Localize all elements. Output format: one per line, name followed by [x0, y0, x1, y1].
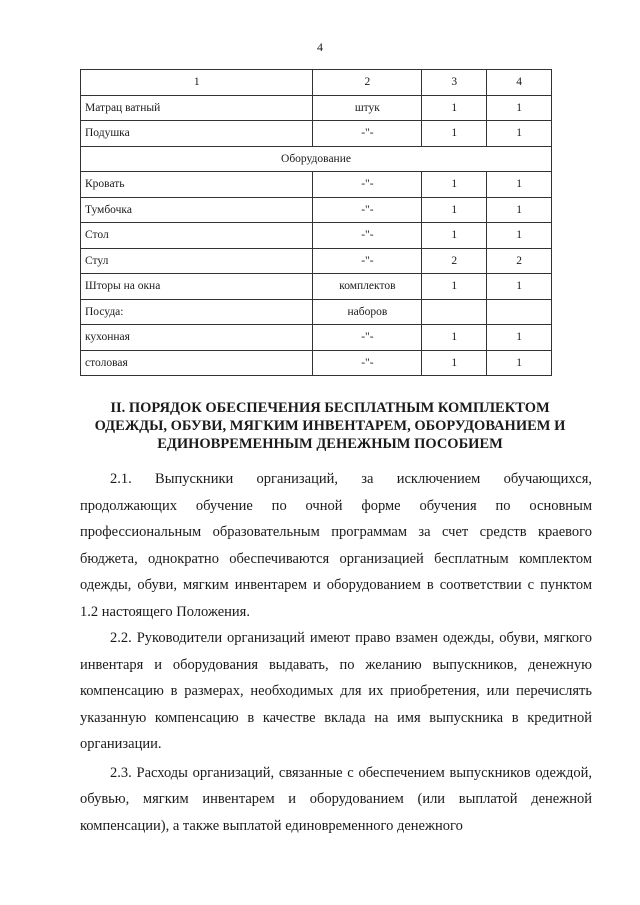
- quantity-cell: 1: [422, 172, 487, 198]
- table-row: [81, 299, 552, 325]
- unit-cell: -"-: [313, 223, 422, 249]
- quantity-cell: 1: [422, 223, 487, 249]
- paragraph-2-2: 2.2. Руководители организаций имеют право взамен одежды, обуви, мягкого инвентаря и оборудования выдавать, по желанию выпускников, денежную компенсацию в размерах, необходимых для их приобретения, или перечислять указанную компенсацию в качестве вклада на имя выпускника в кредитной организации.: [80, 630, 592, 752]
- body-text: [80, 466, 592, 839]
- unit-cell: -"-: [313, 350, 422, 376]
- header-cell-4: 4: [487, 70, 552, 96]
- table-row: [81, 248, 552, 274]
- unit-cell: штук: [313, 95, 422, 121]
- unit-cell: -"-: [313, 197, 422, 223]
- quantity-cell: 1: [422, 95, 487, 121]
- quantity-cell: 1: [487, 274, 552, 300]
- quantity-cell: 1: [487, 197, 552, 223]
- table-section-row: [81, 146, 552, 172]
- header-cell-1: 1: [81, 70, 313, 96]
- quantity-cell: [422, 299, 487, 325]
- unit-cell: комплектов: [313, 274, 422, 300]
- quantity-cell: 1: [487, 172, 552, 198]
- quantity-cell: 1: [422, 350, 487, 376]
- item-name-cell: Посуда:: [81, 299, 313, 325]
- quantity-cell: 2: [487, 248, 552, 274]
- quantity-cell: 1: [422, 325, 487, 351]
- item-name-cell: Матрац ватный: [81, 95, 313, 121]
- quantity-cell: 1: [487, 121, 552, 147]
- quantity-cell: 1: [422, 274, 487, 300]
- inventory-table: [80, 69, 552, 376]
- quantity-cell: 2: [422, 248, 487, 274]
- table-row: [81, 172, 552, 198]
- table-row: [81, 95, 552, 121]
- table-row: [81, 223, 552, 249]
- header-cell-2: 2: [313, 70, 422, 96]
- table-row: [81, 121, 552, 147]
- unit-cell: наборов: [313, 299, 422, 325]
- item-name-cell: Кровать: [81, 172, 313, 198]
- table-row: [81, 350, 552, 376]
- item-name-cell: столовая: [81, 350, 313, 376]
- quantity-cell: [487, 299, 552, 325]
- table-body: [81, 95, 552, 376]
- section-heading: II. ПОРЯДОК ОБЕСПЕЧЕНИЯ БЕСПЛАТНЫМ КОМПЛЕКТОМ ОДЕЖДЫ, ОБУВИ, МЯГКИМ ИНВЕНТАРЕМ, ОБОРУДОВАНИЕМ И ЕДИНОВРЕМЕННЫМ ДЕНЕЖНЫМ ПОСОБИЕМ: [94, 400, 566, 452]
- header-cell-3: 3: [422, 70, 487, 96]
- table-row: [81, 197, 552, 223]
- item-name-cell: Подушка: [81, 121, 313, 147]
- item-name-cell: кухонная: [81, 325, 313, 351]
- paragraph-2-3: 2.3. Расходы организаций, связанные с обеспечением выпускников одеждой, обувью, мягким инвентарем и оборудованием (или выплатой денежной компенсации), а также выплатой единовременного денежного: [80, 764, 592, 834]
- item-name-cell: Тумбочка: [81, 197, 313, 223]
- table-row: [81, 325, 552, 351]
- paragraph-2-1: 2.1. Выпускники организаций, за исключением обучающихся, продолжающих обучение по очной форме обучения по основным профессиональным образовательным программам за счет средств краевого бюджета, однократно обеспечиваются организацией бесплатным комплектом одежды, обуви, мягким инвентарем и оборудованием в соответствии с пунктом 1.2 настоящего Положения.: [80, 471, 592, 620]
- quantity-cell: 1: [422, 197, 487, 223]
- unit-cell: -"-: [313, 121, 422, 147]
- page-number: 4: [317, 40, 323, 54]
- quantity-cell: 1: [422, 121, 487, 147]
- unit-cell: -"-: [313, 325, 422, 351]
- quantity-cell: 1: [487, 223, 552, 249]
- table-row: [81, 274, 552, 300]
- quantity-cell: 1: [487, 325, 552, 351]
- item-name-cell: Шторы на окна: [81, 274, 313, 300]
- quantity-cell: 1: [487, 95, 552, 121]
- quantity-cell: 1: [487, 350, 552, 376]
- unit-cell: -"-: [313, 172, 422, 198]
- item-name-cell: Стол: [81, 223, 313, 249]
- section-label: Оборудование: [81, 146, 552, 172]
- unit-cell: -"-: [313, 248, 422, 274]
- table-header-row: [81, 70, 552, 96]
- item-name-cell: Стул: [81, 248, 313, 274]
